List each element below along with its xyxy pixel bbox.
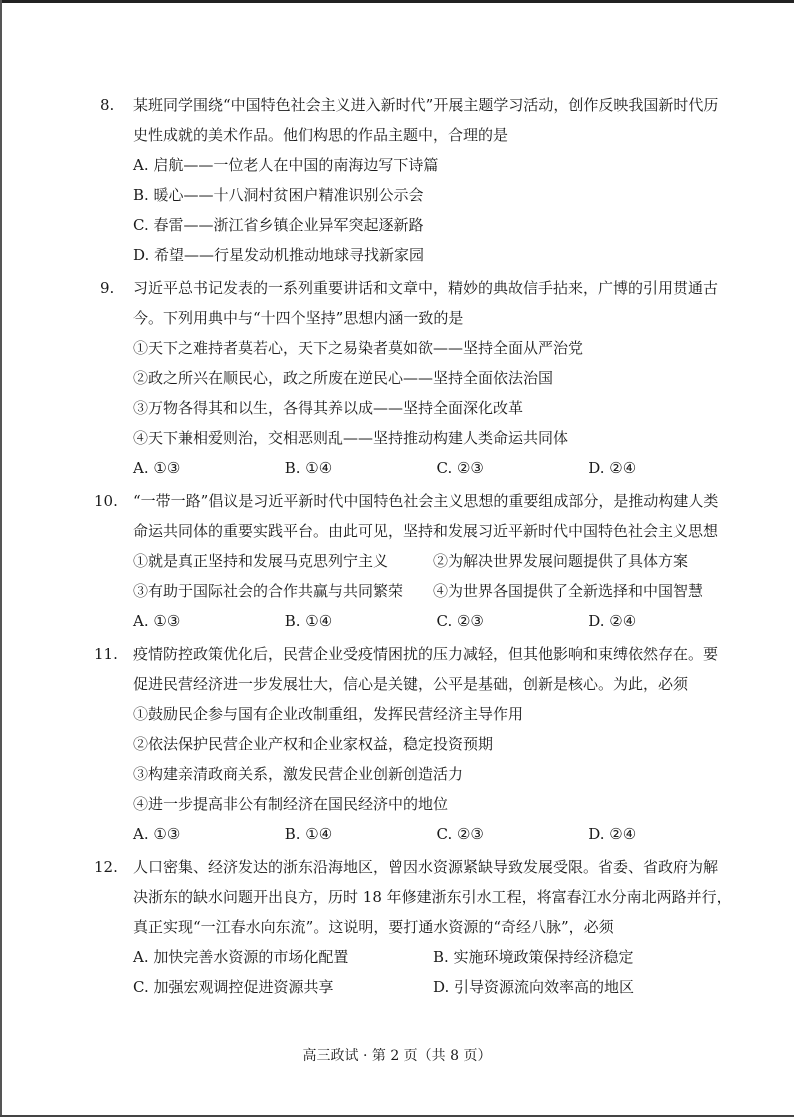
question-10 (94, 486, 740, 636)
question-stem-line: 习近平总书记发表的一系列重要讲话和文章中，精妙的典故信手拈来，广博的引用贯通古 (133, 279, 719, 297)
answer-options (133, 819, 740, 849)
statement-3: ③万物各得其和以生，各得其养以成——坚持全面深化改革 (133, 399, 524, 417)
question-stem-line: 决浙东的缺水问题开出良方，历时 18 年修建浙东引水工程，将富春江水分南北两路并行， (133, 888, 732, 906)
statement-4: ④进一步提高非公有制经济在国民经济中的地位 (133, 795, 449, 813)
option-c: C. ②③ (436, 825, 484, 843)
option-d: D. ②④ (588, 459, 637, 477)
statement-row (133, 576, 740, 606)
question-stem-line: 促进民营经济进一步发展壮大，信心是关键，公平是基础，创新是核心。为此，必须 (133, 675, 689, 693)
statement-1: ①就是真正坚持和发展马克思列宁主义 (133, 552, 389, 570)
statement-3: ③有助于国际社会的合作共赢与共同繁荣 (133, 582, 404, 600)
option-d: D. ②④ (588, 612, 637, 630)
question-number: 10. (94, 492, 118, 510)
answer-options (133, 606, 740, 636)
question-stem-line: 今。下列用典中与“十四个坚持”思想内涵一致的是 (133, 309, 464, 327)
question-11 (94, 639, 740, 849)
statement-2: ②为解决世界发展问题提供了具体方案 (433, 552, 689, 570)
question-list (94, 90, 740, 1002)
page-footer: 高三政试 · 第 2 页（共 8 页） (302, 1048, 492, 1064)
scan-edge-top (0, 0, 794, 3)
choice-c: C. 春雷——浙江省乡镇企业异军突起逐新路 (133, 216, 424, 234)
question-9 (100, 273, 740, 483)
choice-row (133, 972, 740, 1002)
choice-a: A. 加快完善水资源的市场化配置 (133, 948, 349, 966)
choice-b: B. 暖心——十八洞村贫困户精准识别公示会 (133, 186, 424, 204)
question-stem-line: 疫情防控政策优化后，民营企业受疫情困扰的压力减轻，但其他影响和束缚依然存在。要 (133, 645, 719, 663)
question-number: 11. (94, 645, 118, 663)
question-stem-line: 命运共同体的重要实践平台。由此可见，坚持和发展习近平新时代中国特色社会主义思想 (133, 522, 719, 540)
question-number: 8. (100, 96, 115, 114)
option-a: A. ①③ (133, 825, 181, 843)
question-stem-line: 真正实现“一江春水向东流”。这说明，要打通水资源的“奇经八脉”，必须 (133, 918, 614, 936)
choice-c: C. 加强宏观调控促进资源共享 (133, 978, 334, 996)
option-b: B. ①④ (284, 459, 333, 477)
scan-edge-left (0, 0, 2, 1117)
statement-4: ④天下兼相爱则治，交相恶则乱——坚持推动构建人类命运共同体 (133, 429, 569, 447)
option-b: B. ①④ (284, 825, 333, 843)
answer-options (133, 453, 740, 483)
option-a: A. ①③ (133, 612, 181, 630)
statement-row (133, 546, 740, 576)
choice-b: B. 实施环境政策保持经济稳定 (433, 948, 634, 966)
question-number: 9. (100, 279, 115, 297)
statement-3: ③构建亲清政商关系，激发民营企业创新创造活力 (133, 765, 464, 783)
option-a: A. ①③ (133, 459, 181, 477)
statement-1: ①鼓励民企参与国有企业改制重组，发挥民营经济主导作用 (133, 705, 524, 723)
question-number: 12. (94, 858, 118, 876)
option-c: C. ②③ (436, 459, 484, 477)
question-stem-line: “一带一路”倡议是习近平新时代中国特色社会主义思想的重要组成部分，是推动构建人类 (133, 492, 719, 510)
choice-a: A. 启航——一位老人在中国的南海边写下诗篇 (133, 156, 439, 174)
choice-d: D. 引导资源流向效率高的地区 (433, 978, 635, 996)
question-stem-line: 某班同学围绕“中国特色社会主义进入新时代”开展主题学习活动，创作反映我国新时代历 (133, 96, 719, 114)
statement-4: ④为世界各国提供了全新选择和中国智慧 (433, 582, 704, 600)
question-stem-line: 人口密集、经济发达的浙东沿海地区，曾因水资源紧缺导致发展受限。省委、省政府为解 (133, 858, 719, 876)
statement-2: ②依法保护民营企业产权和企业家权益，稳定投资预期 (133, 735, 494, 753)
statement-2: ②政之所兴在顺民心，政之所废在逆民心——坚持全面依法治国 (133, 369, 554, 387)
option-d: D. ②④ (588, 825, 637, 843)
question-8 (100, 90, 740, 270)
choice-d: D. 希望——行星发动机推动地球寻找新家园 (133, 246, 425, 264)
question-12 (94, 852, 740, 1002)
statement-1: ①天下之难持者莫若心，天下之易染者莫如欲——坚持全面从严治党 (133, 339, 584, 357)
choice-row (133, 942, 740, 972)
option-c: C. ②③ (436, 612, 484, 630)
option-b: B. ①④ (284, 612, 333, 630)
question-stem-line: 史性成就的美术作品。他们构思的作品主题中，合理的是 (133, 126, 509, 144)
